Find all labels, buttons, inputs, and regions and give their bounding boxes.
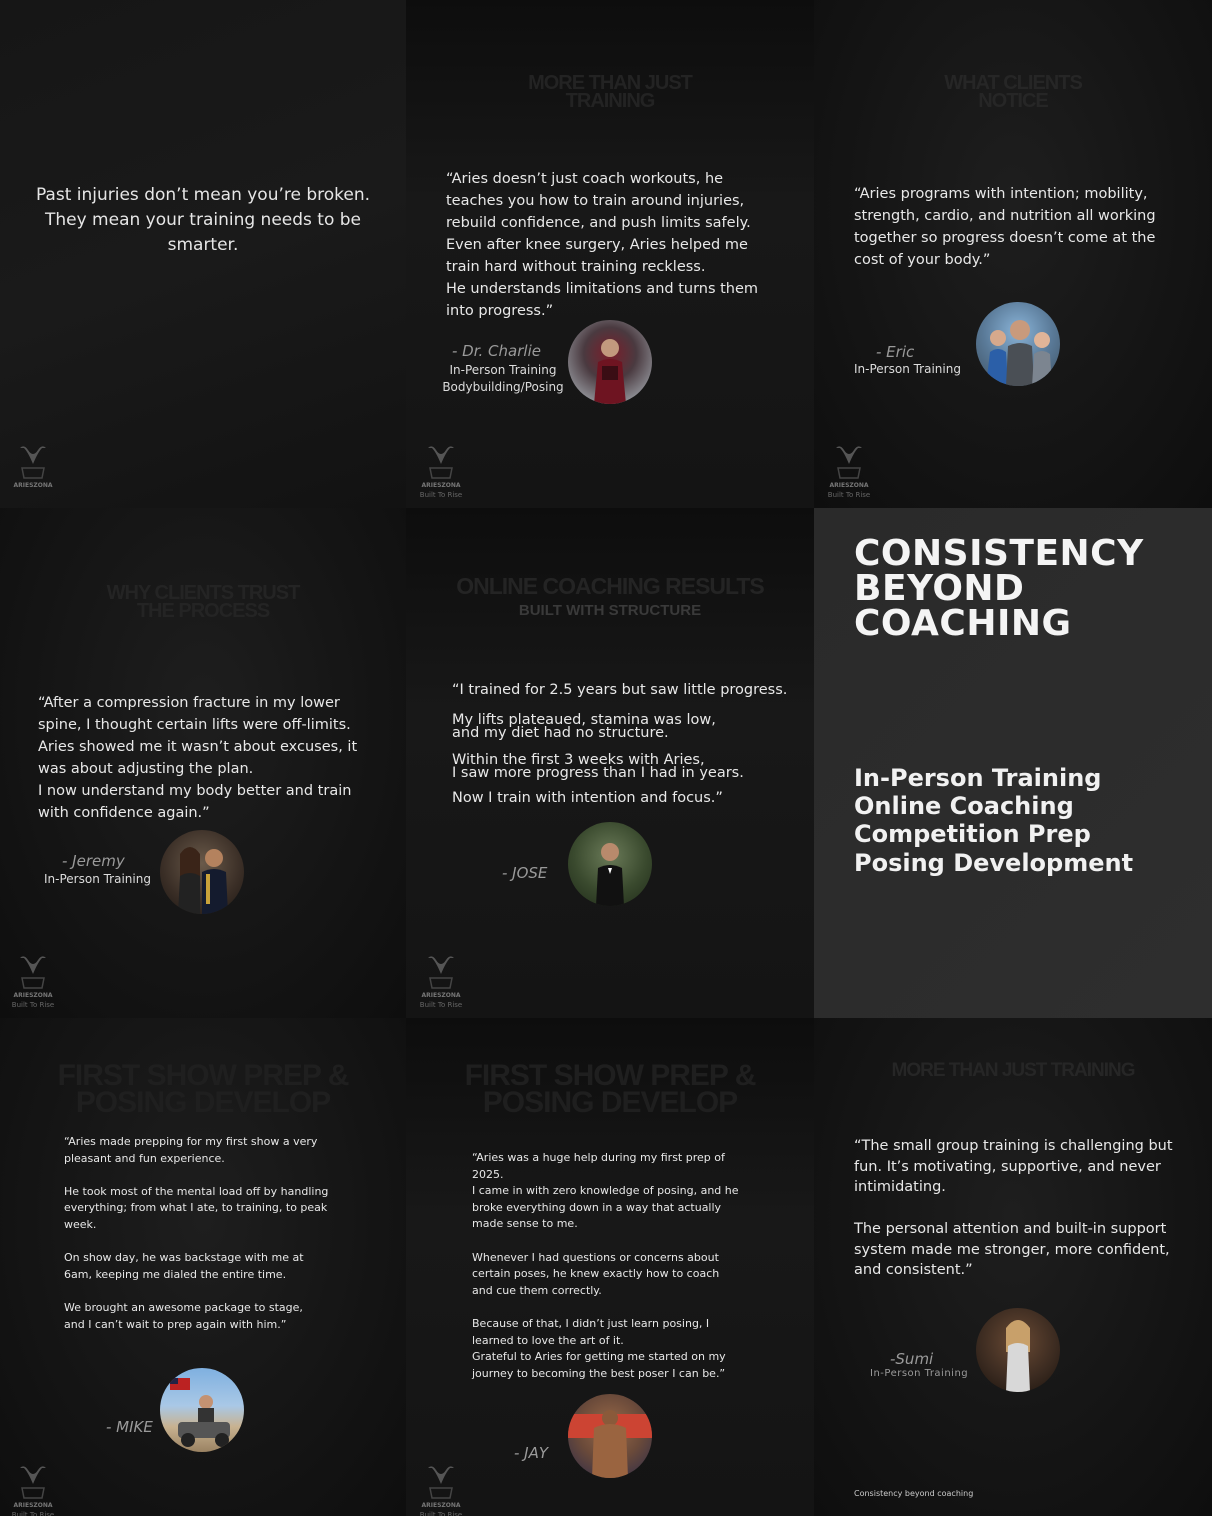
brand-name: ARIESZONA [13,992,53,999]
client-name: - Jeremy [62,852,125,870]
tile-jay [406,1018,814,1516]
brand-tagline: Built To Rise [419,491,463,499]
tile-dr-charlie [406,0,814,508]
brand-name: ARIESZONA [421,482,461,489]
brand-logo [824,442,874,499]
ram-logo-icon [16,1462,50,1502]
client-name: - Dr. Charlie [452,342,541,360]
brand-logo [416,442,466,499]
ram-logo-icon [832,442,866,482]
tile-quote-4: Now I train with intention and focus.” [452,790,723,806]
client-name: - JAY [514,1444,549,1462]
brand-name: ARIESZONA [421,992,461,999]
tile-title: MORE THAN JUST TRAINING [891,1060,1135,1081]
avatar-mike [160,1368,244,1452]
brand-tagline: Built To Rise [11,1001,55,1009]
service-in-person: In-Person Training [854,764,1102,792]
tile-quote: “Aries made prepping for my first show a very pleasant and fun experience. He took most of the mental load off by handling everything; from what I ate, to training, to peak week. On show day, he was backstage with me at 6am, keeping me dialed the entire time. We brought an awesome package to stage, and I can’t wait to prep again with him.” [64,1135,329,1331]
brand-name: ARIESZONA [13,482,53,489]
tile-mike [0,1018,406,1516]
brand-logo [8,952,58,1009]
ram-logo-icon [424,1462,458,1502]
brand-tagline: Built To Rise [419,1001,463,1009]
service-online-coaching: Online Coaching [854,792,1074,820]
tile-quote: Past injuries don’t mean you’re broken. They mean your training needs to be smarter. [35,185,371,255]
tile-quote: “After a compression fracture in my lower spine, I thought certain lifts were off-limits. Aries showed me it wasn’t about excuses, it was about adjusting the plan. I now understand my body better and train with confidence again.” [38,695,358,821]
brand-tagline: Built To Rise [419,1511,463,1516]
brand-logo [416,952,466,1009]
tile-jose [406,508,814,1018]
brand-logo [416,1462,466,1516]
service-competition-prep: Competition Prep [854,820,1091,848]
service-posing-development: Posing Development [854,849,1134,877]
tile-title: WHAT CLIENTS NOTICE [944,72,1082,112]
client-name: - Eric [876,343,915,361]
tile-title: WHY CLIENTS TRUST THE PROCESS [106,582,300,622]
services-title: CONSISTENCY BEYOND COACHING [854,533,1144,644]
ram-logo-icon [424,442,458,482]
ram-logo-icon [16,952,50,992]
tile-injuries-message [0,0,406,508]
brand-logo [8,442,58,489]
footer-note: Consistency beyond coaching [854,1489,974,1498]
client-name: - JOSE [502,864,548,882]
brand-logo [8,1462,58,1516]
client-role: In-Person Training Bodybuilding/Posing [442,363,564,394]
client-name: -Sumi [890,1350,934,1368]
avatar-sumi [976,1308,1060,1392]
tile-title: FIRST SHOW PREP & POSING DEVELOP [464,1059,756,1119]
tile-services [814,508,1212,1018]
tile-quote: “Aries programs with intention; mobility, strength, cardio, and nutrition all working together so progress doesn’t come at the cost of your body.” [854,186,1156,268]
avatar-charlie [568,320,652,404]
brand-tagline: Built To Rise [11,1511,55,1516]
client-name: - MIKE [106,1418,153,1436]
client-role: In-Person Training [854,362,961,376]
avatar-jeremy [160,830,244,914]
tile-quote-1: “I trained for 2.5 years but saw little progress. [452,682,788,698]
avatar-eric [976,302,1060,386]
tile-title: MORE THAN JUST TRAINING [528,72,692,112]
tile-title: FIRST SHOW PREP & POSING DEVELOP [57,1059,349,1119]
tile-jeremy [0,508,406,1018]
brand-tagline: Built To Rise [827,491,871,499]
avatar-jay [568,1394,652,1478]
brand-name: ARIESZONA [421,1502,461,1509]
tile-quote: “The small group training is challenging but fun. It’s motivating, supportive, and never intimidating. The personal attention and built-in support system made me stronger, more confident, and consistent.” [854,1138,1173,1279]
tile-title: ONLINE COACHING RESULTS [456,573,764,599]
client-role: In-Person Training [44,872,151,886]
tile-quote: “Aries was a huge help during my first prep of 2025. I came in with zero knowledge of posing, and he broke everything down in a way that actually made sense to me. Whenever I had questions or concerns about certain poses, he knew exactly how to coach and cue them correctly. Because of that, I didn’t just learn posing, I learned to love the art of it. Grateful to Aries for getting me started on my journey to becoming the best poser I can be.” [472,1151,739,1380]
ram-logo-icon [16,442,50,482]
ram-logo-icon [424,952,458,992]
tile-quote-2: My lifts plateaued, stamina was low, and my diet had no structure. [452,712,716,741]
brand-name: ARIESZONA [829,482,869,489]
avatar-jose [568,822,652,906]
client-role: In-Person Training [870,1368,969,1379]
brand-name: ARIESZONA [13,1502,53,1509]
tile-sumi [814,1018,1212,1516]
tile-subtitle: BUILT WITH STRUCTURE [518,602,702,619]
tile-eric [814,0,1212,508]
tile-quote: “Aries doesn’t just coach workouts, he teaches you how to train around injuries, rebuild confidence, and push limits safely. Even after knee surgery, Aries helped me train hard without training reckless. He understands limitations and turns them into progress.” [446,171,759,319]
tile-quote-3: Within the first 3 weeks with Aries, I saw more progress than I had in years. [452,752,744,781]
